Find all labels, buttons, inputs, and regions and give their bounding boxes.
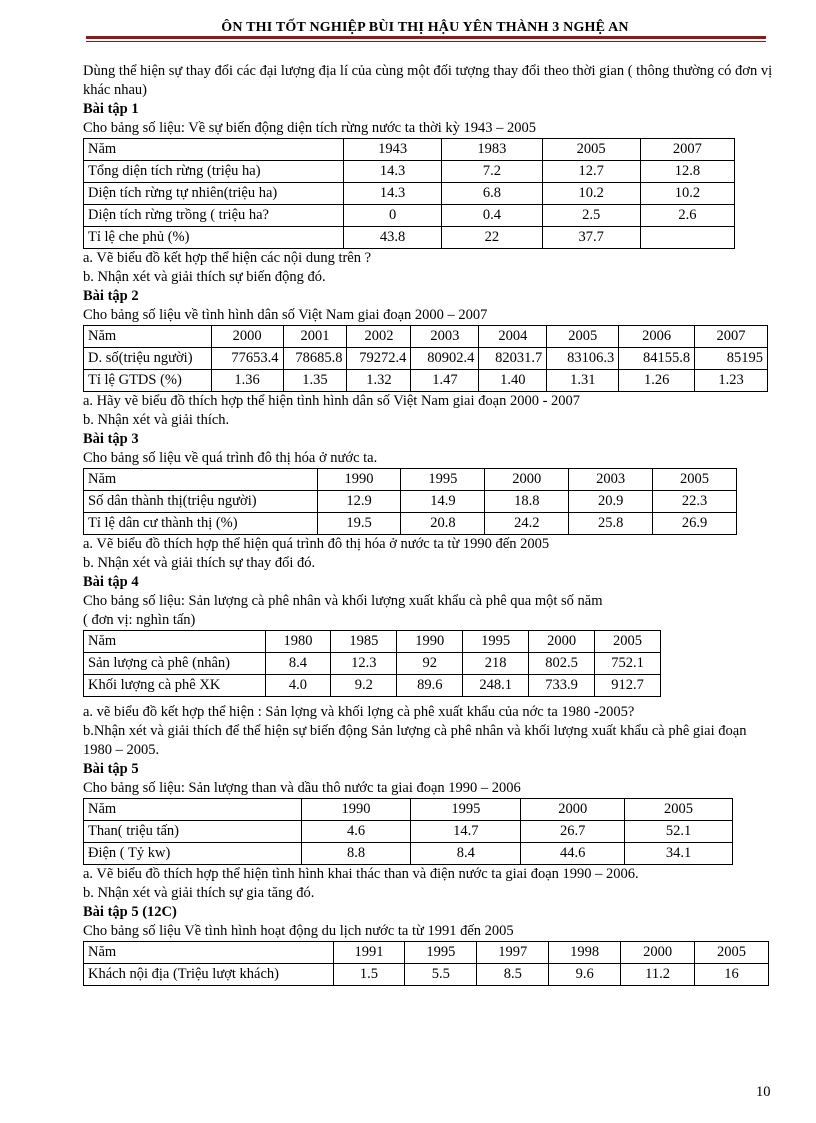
table-cell: 2002 bbox=[347, 326, 411, 348]
table-cell: Sản lượng cà phê (nhân) bbox=[84, 653, 266, 675]
table-cell: Năm bbox=[84, 326, 212, 348]
table-cell: 10.2 bbox=[542, 183, 640, 205]
exercise-4-title: Bài tập 4 bbox=[83, 574, 139, 590]
table-cell: Số dân thành thị(triệu người) bbox=[84, 491, 318, 513]
table-cell: 24.2 bbox=[485, 513, 569, 535]
table-cell: 12.9 bbox=[317, 491, 401, 513]
table-cell: 1943 bbox=[343, 139, 441, 161]
exercise-4-table bbox=[83, 630, 661, 697]
table-cell: 2.5 bbox=[542, 205, 640, 227]
table-cell: 12.7 bbox=[542, 161, 640, 183]
table-cell: 89.6 bbox=[397, 675, 463, 697]
table-cell: 2000 bbox=[521, 799, 625, 821]
table-cell: 14.3 bbox=[343, 183, 441, 205]
table-cell: 44.6 bbox=[521, 843, 625, 865]
table-row bbox=[84, 964, 769, 986]
table-cell: 9.2 bbox=[331, 675, 397, 697]
table-cell: 0.4 bbox=[442, 205, 542, 227]
table-cell: 34.1 bbox=[625, 843, 733, 865]
exercise-1-desc: Cho bảng số liệu: Về sự biến động diện tích rừng nước ta thời kỳ 1943 – 2005 bbox=[83, 120, 537, 136]
table-cell: 5.5 bbox=[405, 964, 477, 986]
table-row bbox=[84, 513, 737, 535]
table-cell: D. số(triệu người) bbox=[84, 348, 212, 370]
table-cell: 22 bbox=[442, 227, 542, 249]
exercise-1-question-a: a. Vẽ biểu đồ kết hợp thể hiện các nội dung trên ? bbox=[83, 250, 372, 266]
table-row bbox=[84, 161, 735, 183]
table-cell: 1.32 bbox=[347, 370, 411, 392]
table-cell: 0 bbox=[343, 205, 441, 227]
table-cell: Khách nội địa (Triệu lượt khách) bbox=[84, 964, 334, 986]
table-header-row bbox=[84, 942, 769, 964]
table-row bbox=[84, 205, 735, 227]
table-cell: 1995 bbox=[411, 799, 521, 821]
table-cell: 1990 bbox=[317, 469, 401, 491]
table-cell: 8.5 bbox=[477, 964, 549, 986]
table-cell: 2007 bbox=[695, 326, 768, 348]
table-cell: 8.8 bbox=[301, 843, 411, 865]
exercise-4-question-b: b.Nhận xét và giải thích để thể hiện sự biến động Sản lượng cà phê nhân và khối lượng xuất khẩu cà phê giai đoạn 1980 – 2005. bbox=[83, 723, 747, 758]
table-row bbox=[84, 348, 768, 370]
table-cell: 1.5 bbox=[333, 964, 405, 986]
table-cell: 218 bbox=[463, 653, 529, 675]
table-cell: 20.9 bbox=[569, 491, 653, 513]
table-header-row bbox=[84, 799, 733, 821]
exercise-4-unit: ( đơn vị: nghìn tấn) bbox=[83, 612, 196, 628]
table-cell: 1997 bbox=[477, 942, 549, 964]
table-cell: Tỉ lệ dân cư thành thị (%) bbox=[84, 513, 318, 535]
intro-text: Dùng thể hiện sự thay đổi các đại lượng địa lí của cùng một đối tượng thay đổi theo thời gian ( thông thường có đơn vị khác nhau) bbox=[83, 63, 773, 98]
table-cell: 1995 bbox=[463, 631, 529, 653]
table-cell: 25.8 bbox=[569, 513, 653, 535]
table-cell: 43.8 bbox=[343, 227, 441, 249]
exercise-5-table bbox=[83, 798, 733, 865]
table-cell: 2005 bbox=[595, 631, 661, 653]
table-cell: 2005 bbox=[695, 942, 769, 964]
table-cell: 2.6 bbox=[640, 205, 734, 227]
table-cell: 37.7 bbox=[542, 227, 640, 249]
exercise-3-question-a: a. Vẽ biểu đồ thích hợp thể hiện quá trình đô thị hóa ở nước ta từ 1990 đến 2005 bbox=[83, 536, 550, 552]
table-cell: 52.1 bbox=[625, 821, 733, 843]
table-cell: 2000 bbox=[621, 942, 695, 964]
exercise-1-question-b: b. Nhận xét và giải thích sự biến động đó. bbox=[83, 269, 326, 285]
table-cell: 1990 bbox=[301, 799, 411, 821]
exercise-6-desc: Cho bảng số liệu Về tình hình hoạt động du lịch nước ta từ 1991 đến 2005 bbox=[83, 923, 514, 939]
exercise-2-title: Bài tập 2 bbox=[83, 288, 139, 304]
table-cell: 1980 bbox=[265, 631, 331, 653]
table-cell: Năm bbox=[84, 469, 318, 491]
table-cell: 1995 bbox=[401, 469, 485, 491]
table-cell: 7.2 bbox=[442, 161, 542, 183]
table-cell: Tổng diện tích rừng (triệu ha) bbox=[84, 161, 344, 183]
table-cell: 248.1 bbox=[463, 675, 529, 697]
exercise-2-question-a: a. Hãy vẽ biểu đồ thích hợp thể hiện tình hình dân số Việt Nam giai đoạn 2000 - 2007 bbox=[83, 393, 581, 409]
table-cell: 2004 bbox=[479, 326, 547, 348]
table-cell: 22.3 bbox=[653, 491, 737, 513]
table-cell: 4.0 bbox=[265, 675, 331, 697]
table-cell: 2003 bbox=[569, 469, 653, 491]
table-cell: 1.26 bbox=[619, 370, 695, 392]
exercise-3-desc: Cho bảng số liệu về quá trình đô thị hóa ở nước ta. bbox=[83, 450, 378, 466]
exercise-1-table bbox=[83, 138, 735, 249]
table-cell: 2000 bbox=[211, 326, 283, 348]
exercise-2-question-b: b. Nhận xét và giải thích. bbox=[83, 412, 230, 428]
table-cell: 2005 bbox=[542, 139, 640, 161]
table-cell: Than( triệu tấn) bbox=[84, 821, 302, 843]
table-cell: 2005 bbox=[625, 799, 733, 821]
table-row bbox=[84, 653, 661, 675]
table-cell: 11.2 bbox=[621, 964, 695, 986]
table-header-row bbox=[84, 139, 735, 161]
table-cell: 8.4 bbox=[265, 653, 331, 675]
header-rule-thin bbox=[86, 41, 766, 42]
table-cell: 2005 bbox=[653, 469, 737, 491]
exercise-6-table bbox=[83, 941, 769, 986]
page-header: ÔN THI TỐT NGHIỆP BÙI THỊ HẬU YÊN THÀNH 3 NGHỆ AN bbox=[221, 20, 629, 35]
table-cell: 83106.3 bbox=[547, 348, 619, 370]
exercise-2-desc: Cho bảng số liệu về tình hình dân số Việt Nam giai đoạn 2000 – 2007 bbox=[83, 307, 488, 323]
table-cell: 82031.7 bbox=[479, 348, 547, 370]
table-cell: Khối lượng cà phê XK bbox=[84, 675, 266, 697]
table-cell: 9.6 bbox=[549, 964, 621, 986]
table-cell: 85195 bbox=[695, 348, 768, 370]
table-cell: 14.3 bbox=[343, 161, 441, 183]
table-cell: 78685.8 bbox=[283, 348, 347, 370]
table-header-row bbox=[84, 469, 737, 491]
table-row bbox=[84, 370, 768, 392]
table-cell: 2006 bbox=[619, 326, 695, 348]
table-row bbox=[84, 227, 735, 249]
table-cell: 1990 bbox=[397, 631, 463, 653]
table-cell: Năm bbox=[84, 631, 266, 653]
table-row bbox=[84, 821, 733, 843]
table-row bbox=[84, 843, 733, 865]
table-cell: 16 bbox=[695, 964, 769, 986]
exercise-5-title: Bài tập 5 bbox=[83, 761, 139, 777]
table-cell: Tỉ lệ GTDS (%) bbox=[84, 370, 212, 392]
table-cell: 752.1 bbox=[595, 653, 661, 675]
table-cell: 2005 bbox=[547, 326, 619, 348]
table-row bbox=[84, 183, 735, 205]
table-cell: 912.7 bbox=[595, 675, 661, 697]
table-cell: 733.9 bbox=[529, 675, 595, 697]
table-cell: 1.35 bbox=[283, 370, 347, 392]
table-cell: Điện ( Tỷ kw) bbox=[84, 843, 302, 865]
table-cell: 10.2 bbox=[640, 183, 734, 205]
exercise-5-question-b: b. Nhận xét và giải thích sự gia tăng đó. bbox=[83, 885, 315, 901]
table-cell: 2007 bbox=[640, 139, 734, 161]
table-cell: 2000 bbox=[529, 631, 595, 653]
exercise-3-table bbox=[83, 468, 737, 535]
table-cell: 4.6 bbox=[301, 821, 411, 843]
exercise-4-question-a: a. vẽ biểu đồ kết hợp thể hiện : Sản lợng và khối lợng cà phê xuất khẩu của nớc ta 1980 -2005? bbox=[83, 704, 635, 720]
table-cell: 1985 bbox=[331, 631, 397, 653]
table-cell: 802.5 bbox=[529, 653, 595, 675]
exercise-2-table bbox=[83, 325, 768, 392]
table-cell: 79272.4 bbox=[347, 348, 411, 370]
table-cell: 12.3 bbox=[331, 653, 397, 675]
table-cell: 1983 bbox=[442, 139, 542, 161]
exercise-6-title: Bài tập 5 (12C) bbox=[83, 904, 177, 920]
table-cell: 20.8 bbox=[401, 513, 485, 535]
table-header-row bbox=[84, 631, 661, 653]
table-cell: 2000 bbox=[485, 469, 569, 491]
header-rule-thick bbox=[86, 36, 766, 39]
table-cell: 6.8 bbox=[442, 183, 542, 205]
table-header-row bbox=[84, 326, 768, 348]
table-row bbox=[84, 491, 737, 513]
table-cell: Năm bbox=[84, 799, 302, 821]
table-cell: Năm bbox=[84, 139, 344, 161]
table-cell: 80902.4 bbox=[411, 348, 479, 370]
table-cell: Tỉ lệ che phủ (%) bbox=[84, 227, 344, 249]
table-row bbox=[84, 675, 661, 697]
table-cell: 2003 bbox=[411, 326, 479, 348]
table-cell: 1.40 bbox=[479, 370, 547, 392]
table-cell: 1.31 bbox=[547, 370, 619, 392]
table-cell: 1.23 bbox=[695, 370, 768, 392]
table-cell: 92 bbox=[397, 653, 463, 675]
page-number: 10 bbox=[756, 1084, 771, 1100]
table-cell: Năm bbox=[84, 942, 334, 964]
table-cell: 77653.4 bbox=[211, 348, 283, 370]
document-body bbox=[83, 62, 773, 986]
exercise-4-desc: Cho bảng số liệu: Sản lượng cà phê nhân và khối lượng xuất khẩu cà phê qua một số năm bbox=[83, 593, 603, 609]
table-cell: 26.9 bbox=[653, 513, 737, 535]
table-cell: 1991 bbox=[333, 942, 405, 964]
table-cell: Diện tích rừng trồng ( triệu ha? bbox=[84, 205, 344, 227]
table-cell: 14.9 bbox=[401, 491, 485, 513]
table-cell: 12.8 bbox=[640, 161, 734, 183]
table-cell: 1.36 bbox=[211, 370, 283, 392]
exercise-3-question-b: b. Nhận xét và giải thích sự thay đổi đó. bbox=[83, 555, 316, 571]
exercise-1-title: Bài tập 1 bbox=[83, 101, 139, 117]
table-cell: 1995 bbox=[405, 942, 477, 964]
table-cell: 19.5 bbox=[317, 513, 401, 535]
table-cell: 8.4 bbox=[411, 843, 521, 865]
exercise-5-question-a: a. Vẽ biểu đồ thích hợp thể hiện tình hình khai thác than và điện nước ta giai đoạn 1990 – 2006. bbox=[83, 866, 639, 882]
exercise-5-desc: Cho bảng số liệu: Sản lượng than và dầu thô nước ta giai đoạn 1990 – 2006 bbox=[83, 780, 521, 796]
table-cell: 26.7 bbox=[521, 821, 625, 843]
table-cell: 2001 bbox=[283, 326, 347, 348]
table-cell: Diện tích rừng tự nhiên(triệu ha) bbox=[84, 183, 344, 205]
exercise-3-title: Bài tập 3 bbox=[83, 431, 139, 447]
table-cell: 1.47 bbox=[411, 370, 479, 392]
table-cell: 14.7 bbox=[411, 821, 521, 843]
table-cell: 84155.8 bbox=[619, 348, 695, 370]
table-cell: 18.8 bbox=[485, 491, 569, 513]
table-cell bbox=[640, 227, 734, 249]
table-cell: 1998 bbox=[549, 942, 621, 964]
